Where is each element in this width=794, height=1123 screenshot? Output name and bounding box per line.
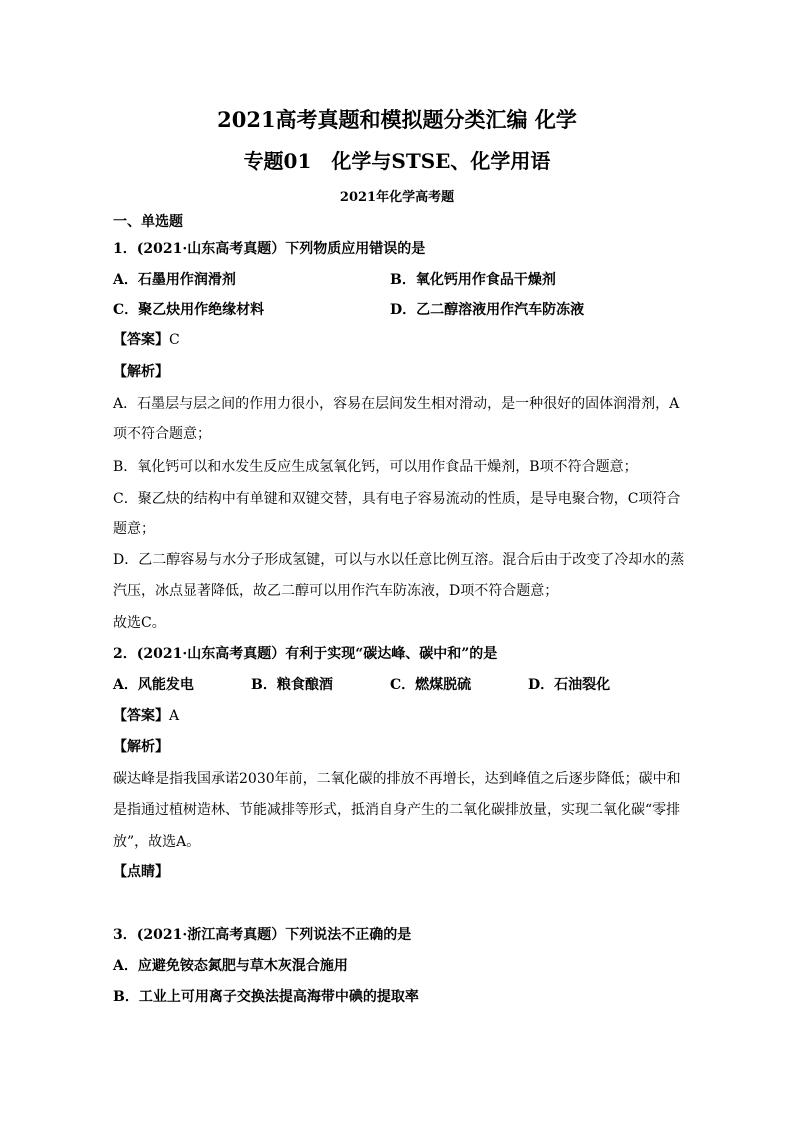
question-1-option-d: D．乙二醇溶液用作汽车防冻液	[390, 302, 585, 318]
answer-value: C	[169, 332, 180, 348]
question-1-analysis-line: 题意；	[113, 521, 155, 537]
answer-label: 【答案】	[113, 332, 169, 348]
question-2-option-a: A．风能发电	[113, 677, 194, 693]
question-1-analysis-line: C．聚乙炔的结构中有单键和双键交替，具有电子容易流动的性质，是导电聚合物，C项符合	[113, 491, 681, 507]
question-1-analysis-line: 项不符合题意；	[113, 426, 211, 442]
question-1-options-row-2	[113, 301, 673, 319]
question-2-stem: 2．(2021·山东高考真题）有利于实现“碳达峰、碳中和”的是	[113, 646, 498, 662]
question-1-option-a: A．石墨用作润滑剂	[113, 272, 236, 288]
question-1-analysis-line: D．乙二醇容易与水分子形成氢键，可以与水以任意比例互溶。混合后由于改变了冷却水的蒸	[113, 552, 685, 568]
answer-label: 【答案】	[113, 708, 169, 724]
question-1-option-c: C．聚乙炔用作绝缘材料	[113, 302, 265, 318]
question-2-analysis-label: 【解析】	[113, 739, 169, 755]
question-1-analysis-line: 汽压，冰点显著降低，故乙二醇可以用作汽车防冻液，D项不符合题意；	[113, 583, 559, 599]
question-3-stem: 3．(2021·浙江高考真题）下列说法不正确的是	[113, 927, 412, 943]
question-2-analysis-line: 碳达峰是指我国承诺2030年前，二氧化碳的排放不再增长，达到峰值之后逐步降低；碳中和	[113, 771, 681, 787]
question-1-analysis-line: 故选C。	[113, 615, 166, 631]
question-2-options-row	[113, 676, 673, 694]
question-3-option-b: B．工业上可用离子交换法提高海带中碘的提取率	[113, 989, 419, 1005]
part-heading: 一、单选题	[113, 214, 183, 230]
question-3-option-a: A．应避免铵态氮肥与草木灰混合施用	[113, 958, 348, 974]
question-1-options-row-1	[113, 271, 673, 289]
question-2-answer	[113, 707, 179, 725]
document-subtitle: 专题01 化学与STSE、化学用语	[243, 149, 551, 173]
question-1-answer	[113, 331, 180, 349]
question-2-option-c: C．燃煤脱硫	[390, 677, 472, 693]
answer-value: A	[169, 708, 180, 724]
question-1-analysis-line: B．氧化钙可以和水发生反应生成氢氧化钙，可以用作食品干燥剂，B项不符合题意；	[113, 459, 638, 475]
question-2-option-b: B．粮食酿酒	[251, 677, 333, 693]
question-2-analysis-line: 是指通过植树造林、节能减排等形式，抵消自身产生的二氧化碳排放量，实现二氧化碳“零排	[113, 802, 681, 818]
question-1-analysis-line: A．石墨层与层之间的作用力很小，容易在层间发生相对滑动，是一种很好的固体润滑剂，A	[113, 396, 680, 412]
question-2-comment-label: 【点睛】	[113, 864, 169, 880]
question-2-option-d: D．石油裂化	[528, 677, 611, 693]
question-1-analysis-label: 【解析】	[113, 364, 169, 380]
question-1-stem: 1．(2021·山东高考真题）下列物质应用错误的是	[113, 241, 426, 257]
question-2-analysis-line: 放”，故选A。	[113, 834, 201, 850]
section-heading: 2021年化学高考题	[339, 190, 455, 205]
document-title: 2021高考真题和模拟题分类汇编 化学	[217, 107, 577, 132]
question-1-option-b: B．氧化钙用作食品干燥剂	[390, 272, 556, 288]
